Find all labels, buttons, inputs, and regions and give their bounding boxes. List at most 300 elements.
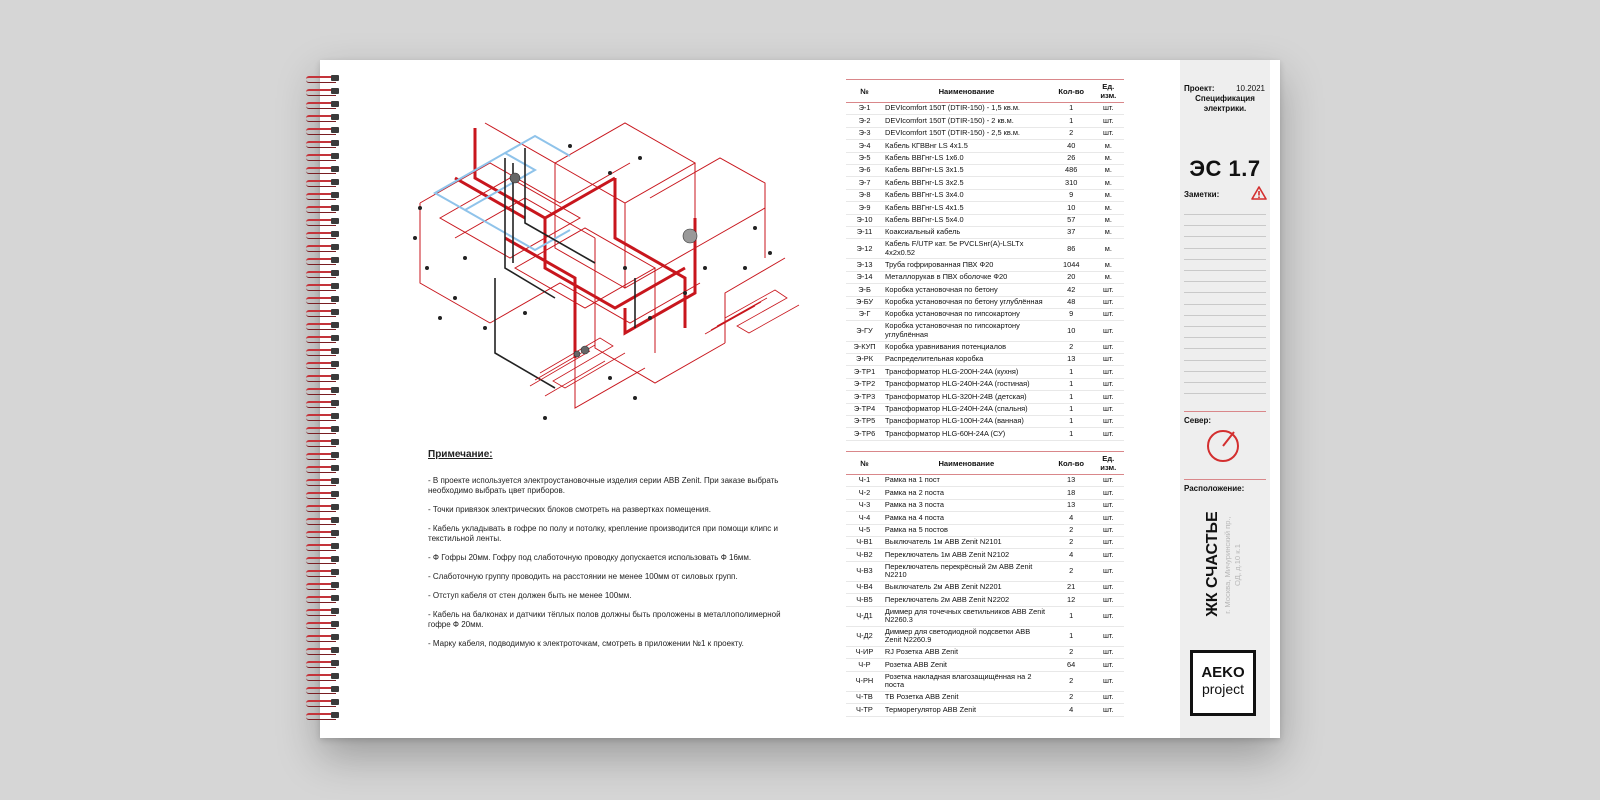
table-row [846,140,1124,152]
table-row [846,594,1124,606]
row-qty: 13 [1050,475,1093,487]
row-unit: шт. [1093,284,1124,296]
row-qty: 486 [1050,164,1093,176]
row-name: Кабель КГВВнг LS 4х1.5 [883,140,1050,152]
row-name: Трансформатор HLG-240H-24A (гостиная) [883,378,1050,390]
table-row [846,177,1124,189]
spiral-ring [306,529,340,538]
spiral-ring [306,256,340,265]
spiral-ring [306,139,340,148]
col-header-unit: Ед. изм. [1093,80,1124,103]
ring-hole [331,569,339,575]
table-row [846,692,1124,704]
ring-hole [331,348,339,354]
ring-hole [331,205,339,211]
ring-hole [331,491,339,497]
spiral-ring [306,412,340,421]
spiral-ring [306,373,340,382]
table-row [846,704,1124,716]
spiral-ring [306,165,340,174]
row-qty: 1 [1050,428,1093,440]
col-header-name: Наименование [883,80,1050,103]
spiral-ring [306,659,340,668]
row-unit: м. [1093,177,1124,189]
ring-hole [331,543,339,549]
spiral-ring [306,243,340,252]
spec-table-devices-body [846,475,1124,717]
spiral-ring [306,425,340,434]
row-number: Э-5 [846,152,883,164]
row-qty: 1 [1050,103,1093,115]
row-number: Ч-ИР [846,647,883,659]
row-number: Ч-3 [846,499,883,511]
ring-hole [331,699,339,705]
row-unit: шт. [1093,127,1124,139]
table-row [846,428,1124,440]
row-number: Ч-4 [846,512,883,524]
notes-block [428,450,798,658]
row-name: Коробка уравнивания потенциалов [883,341,1050,353]
col-header-qty: Кол-во [1050,80,1093,103]
row-unit: шт. [1093,704,1124,716]
table-row [846,296,1124,308]
row-name: Кабель ВВГнг-LS 5х4.0 [883,214,1050,226]
panel-divider [1184,479,1266,480]
spiral-ring [306,490,340,499]
table-row [846,152,1124,164]
ring-hole [331,387,339,393]
table-row [846,127,1124,139]
ring-hole [331,647,339,653]
row-number: Ч-ТР [846,704,883,716]
row-unit: шт. [1093,524,1124,536]
row-number: Э-РК [846,354,883,366]
table-row [846,284,1124,296]
row-qty: 64 [1050,659,1093,671]
row-number: Э-11 [846,226,883,238]
row-name: Трансформатор HLG-320H-24B (детская) [883,391,1050,403]
row-unit: м. [1093,202,1124,214]
row-name: Рамка на 2 поста [883,487,1050,499]
row-unit: м. [1093,259,1124,271]
table-row [846,561,1124,581]
ring-hole [331,309,339,315]
ring-hole [331,192,339,198]
row-qty: 21 [1050,581,1093,593]
row-number: Ч-1 [846,475,883,487]
row-name: DEVIcomfort 150T (DTIR-150) - 2 кв.м. [883,115,1050,127]
ruled-line [1184,371,1266,372]
row-name: Выключатель 2м ABB Zenit N2201 [883,581,1050,593]
spiral-ring [306,633,340,642]
project-label: Проект: [1184,84,1215,93]
row-unit: шт. [1093,475,1124,487]
ruled-line [1184,214,1266,215]
row-unit: шт. [1093,606,1124,626]
row-qty: 1044 [1050,259,1093,271]
row-number: Ч-В1 [846,536,883,548]
row-number: Э-БУ [846,296,883,308]
spiral-ring [306,568,340,577]
row-qty: 26 [1050,152,1093,164]
table-row [846,647,1124,659]
row-unit: м. [1093,214,1124,226]
ring-hole [331,556,339,562]
row-number: Э-Б [846,284,883,296]
table-row [846,671,1124,691]
row-unit: шт. [1093,561,1124,581]
row-number: Э-ТР2 [846,378,883,390]
row-number: Ч-2 [846,487,883,499]
row-number: Ч-В2 [846,549,883,561]
row-number: Э-12 [846,239,883,259]
spiral-ring [306,464,340,473]
row-number: Э-3 [846,127,883,139]
row-qty: 42 [1050,284,1093,296]
spec-table-electrical [846,79,1124,441]
notes-label: Заметки: [1184,190,1220,199]
row-qty: 2 [1050,561,1093,581]
panel-divider [1184,411,1266,412]
ring-hole [331,673,339,679]
ring-hole [331,166,339,172]
row-name: Кабель ВВГнг-LS 3х1.5 [883,164,1050,176]
spiral-ring [306,503,340,512]
ruled-line [1184,248,1266,249]
ring-hole [331,621,339,627]
table-row [846,202,1124,214]
ring-hole [331,478,339,484]
row-name: Рамка на 3 поста [883,499,1050,511]
ring-hole [331,127,339,133]
row-number: Ч-РН [846,671,883,691]
row-qty: 2 [1050,524,1093,536]
row-name: Рамка на 1 пост [883,475,1050,487]
note-item: - Ф Гофры 20мм. Гофру под слаботочную проводку допускается использовать Ф 16мм. [428,553,752,562]
row-unit: м. [1093,164,1124,176]
table-row [846,378,1124,390]
ring-hole [331,218,339,224]
row-number: Э-Г [846,309,883,321]
table-row [846,239,1124,259]
complex-name: ЖК СЧАСТЬЕ [1204,511,1221,617]
note-item: - Кабель укладывать в гофре по полу и потолку, крепление производится при помощи клипс и текстильной ленты. [428,524,781,543]
row-unit: шт. [1093,671,1124,691]
spiral-ring [306,204,340,213]
row-qty: 2 [1050,127,1093,139]
ruled-line [1184,326,1266,327]
row-number: Ч-В3 [846,561,883,581]
row-number: Э-ТР6 [846,428,883,440]
note-item: - Слаботочную группу проводить на расстоянии не менее 100мм от силовых групп. [428,572,738,581]
spiral-ring [306,516,340,525]
row-unit: шт. [1093,487,1124,499]
row-name: Диммер для точечных светильников ABB Zenit N2260.3 [883,606,1050,626]
row-name: Переключатель перекрёсный 2м ABB Zenit N2210 [883,561,1050,581]
ring-hole [331,75,339,81]
row-unit: шт. [1093,354,1124,366]
row-unit: м. [1093,226,1124,238]
spiral-ring [306,269,340,278]
row-unit: шт. [1093,692,1124,704]
table-row [846,189,1124,201]
row-qty: 13 [1050,499,1093,511]
row-number: Э-ТР1 [846,366,883,378]
row-unit: м. [1093,189,1124,201]
ruled-line [1184,281,1266,282]
row-qty: 1 [1050,403,1093,415]
row-name: Переключатель 1м ABB Zenit N2102 [883,549,1050,561]
spiral-ring [306,360,340,369]
project-title: Спецификация электрики. [1195,94,1255,113]
location-label: Расположение: [1184,484,1245,493]
table-row [846,321,1124,341]
row-name: Трансформатор HLG-240H-24A (спальня) [883,403,1050,415]
row-unit: шт. [1093,415,1124,427]
spec-table-devices [846,451,1124,717]
table-row [846,164,1124,176]
row-unit: шт. [1093,581,1124,593]
table-row [846,487,1124,499]
spiral-ring [306,347,340,356]
row-unit: шт. [1093,549,1124,561]
row-name: RJ Розетка ABB Zenit [883,647,1050,659]
ring-hole [331,634,339,640]
project-date: 10.2021 [1236,84,1265,93]
spiral-ring [306,295,340,304]
ring-hole [331,595,339,601]
spiral-ring [306,282,340,291]
row-number: Ч-В4 [846,581,883,593]
ring-hole [331,296,339,302]
table-row [846,606,1124,626]
row-name: Розетка ABB Zenit [883,659,1050,671]
ruled-line [1184,360,1266,361]
spiral-ring [306,438,340,447]
company-logo [1190,650,1256,716]
row-unit: шт. [1093,103,1124,115]
north-label: Север: [1184,416,1212,425]
row-name: Коробка установочная по бетону углублённая [883,296,1050,308]
ring-hole [331,530,339,536]
row-name: Коробка установочная по гипсокартону углублённая [883,321,1050,341]
ring-hole [331,465,339,471]
logo-line-1: AEKO [1201,664,1245,681]
row-qty: 2 [1050,536,1093,548]
table-row [846,475,1124,487]
spiral-ring [306,672,340,681]
row-unit: шт. [1093,428,1124,440]
row-unit: шт. [1093,536,1124,548]
ring-hole [331,686,339,692]
ruled-line [1184,292,1266,293]
row-qty: 1 [1050,391,1093,403]
table-row [846,512,1124,524]
row-name: Диммер для светодиодной подсветки ABB Zenit N2260.9 [883,626,1050,646]
row-name: Коробка установочная по гипсокартону [883,309,1050,321]
row-name: Металлорукав в ПВХ оболочке Ф20 [883,271,1050,283]
row-qty: 86 [1050,239,1093,259]
row-name: Переключатель 2м ABB Zenit N2202 [883,594,1050,606]
row-unit: шт. [1093,594,1124,606]
row-qty: 40 [1050,140,1093,152]
row-number: Э-10 [846,214,883,226]
row-number: Ч-Д1 [846,606,883,626]
ruled-line [1184,236,1266,237]
row-unit: шт. [1093,366,1124,378]
spiral-ring [306,451,340,460]
row-name: Коробка установочная по бетону [883,284,1050,296]
spec-table-electrical-body [846,103,1124,441]
spiral-ring [306,100,340,109]
row-qty: 9 [1050,189,1093,201]
row-qty: 4 [1050,704,1093,716]
table-row [846,499,1124,511]
table-row [846,626,1124,646]
spiral-ring [306,230,340,239]
ruled-line [1184,337,1266,338]
row-unit: шт. [1093,341,1124,353]
ring-hole [331,582,339,588]
ring-hole [331,374,339,380]
spiral-ring [306,646,340,655]
spiral-ring [306,308,340,317]
row-name: Кабель ВВГнг-LS 3х2.5 [883,177,1050,189]
row-unit: шт. [1093,378,1124,390]
table-row [846,536,1124,548]
row-name: Кабель ВВГнг-LS 4х1.5 [883,202,1050,214]
row-number: Ч-ТВ [846,692,883,704]
row-name: Кабель ВВГнг-LS 3х4.0 [883,189,1050,201]
ruled-line [1184,259,1266,260]
ruled-line [1184,304,1266,305]
row-name: Рамка на 5 постов [883,524,1050,536]
note-item: - В проекте используется электроустановочные изделия серии ABB Zenit. При заказе выбрать необходимо выбрать цвет приборов. [428,476,781,495]
row-unit: м. [1093,271,1124,283]
row-number: Э-ТР4 [846,403,883,415]
row-qty: 1 [1050,415,1093,427]
row-name: Труба гофрированная ПВХ Ф20 [883,259,1050,271]
ruled-line [1184,382,1266,383]
spiral-ring [306,555,340,564]
ring-hole [331,244,339,250]
row-name: Трансформатор HLG-200H-24A (кухня) [883,366,1050,378]
row-number: Ч-5 [846,524,883,536]
row-name: Рамка на 4 поста [883,512,1050,524]
row-unit: шт. [1093,321,1124,341]
spiral-ring [306,581,340,590]
row-qty: 2 [1050,647,1093,659]
ring-hole [331,439,339,445]
table-row [846,115,1124,127]
ring-hole [331,712,339,718]
ring-hole [331,231,339,237]
spiral-ring [306,620,340,629]
sheet-code: ЭС 1.7 [1189,156,1261,181]
table-row [846,354,1124,366]
row-qty: 57 [1050,214,1093,226]
spiral-ring [306,113,340,122]
col-header-number: № [846,80,883,103]
row-qty: 2 [1050,671,1093,691]
row-qty: 2 [1050,341,1093,353]
address: г. Москва, Мичуринский пр., ОД, д.10 к.1 [1223,516,1242,614]
ring-hole [331,660,339,666]
row-unit: шт. [1093,659,1124,671]
row-number: Э-4 [846,140,883,152]
note-item: - Точки привязок электрических блоков смотреть на развертках помещения. [428,505,711,514]
ring-hole [331,153,339,159]
row-number: Э-ТР5 [846,415,883,427]
table-row [846,214,1124,226]
ring-hole [331,504,339,510]
ring-hole [331,322,339,328]
table-row [846,309,1124,321]
row-name: Выключатель 1м ABB Zenit N2101 [883,536,1050,548]
note-item: - Отступ кабеля от стен должен быть не менее 100мм. [428,591,632,600]
row-qty: 18 [1050,487,1093,499]
col-header-name: Наименование [883,452,1050,475]
spiral-ring [306,399,340,408]
row-qty: 1 [1050,378,1093,390]
ruled-line [1184,270,1266,271]
row-unit: м. [1093,140,1124,152]
spiral-ring [306,711,340,720]
row-unit: шт. [1093,309,1124,321]
row-number: Э-14 [846,271,883,283]
row-qty: 310 [1050,177,1093,189]
spiral-ring [306,477,340,486]
notes-title: Примечание: [428,449,493,460]
table-row [846,659,1124,671]
north-compass-icon [1204,426,1242,464]
row-name: Трансформатор HLG-60H-24A (СУ) [883,428,1050,440]
spiral-ring [306,217,340,226]
spiral-ring [306,152,340,161]
row-qty: 2 [1050,692,1093,704]
ring-hole [331,517,339,523]
row-name: ТВ Розетка ABB Zenit [883,692,1050,704]
table-row [846,403,1124,415]
table-row [846,271,1124,283]
row-name: DEVIcomfort 150T (DTIR-150) - 2,5 кв.м. [883,127,1050,139]
row-qty: 10 [1050,202,1093,214]
ring-hole [331,101,339,107]
row-unit: м. [1093,239,1124,259]
logo-line-2: project [1201,681,1245,697]
table-row [846,226,1124,238]
row-unit: шт. [1093,647,1124,659]
row-qty: 1 [1050,115,1093,127]
row-number: Э-9 [846,202,883,214]
spiral-ring [306,334,340,343]
row-qty: 4 [1050,549,1093,561]
ring-hole [331,452,339,458]
spiral-binding [306,74,340,724]
row-number: Э-1 [846,103,883,115]
row-number: Э-КУП [846,341,883,353]
row-qty: 9 [1050,309,1093,321]
ring-hole [331,179,339,185]
row-unit: шт. [1093,296,1124,308]
ring-hole [331,140,339,146]
row-name: Трансформатор HLG-100H-24A (ванная) [883,415,1050,427]
row-qty: 1 [1050,366,1093,378]
row-qty: 10 [1050,321,1093,341]
ruled-line [1184,315,1266,316]
row-name: Коаксиальный кабель [883,226,1050,238]
row-qty: 1 [1050,606,1093,626]
